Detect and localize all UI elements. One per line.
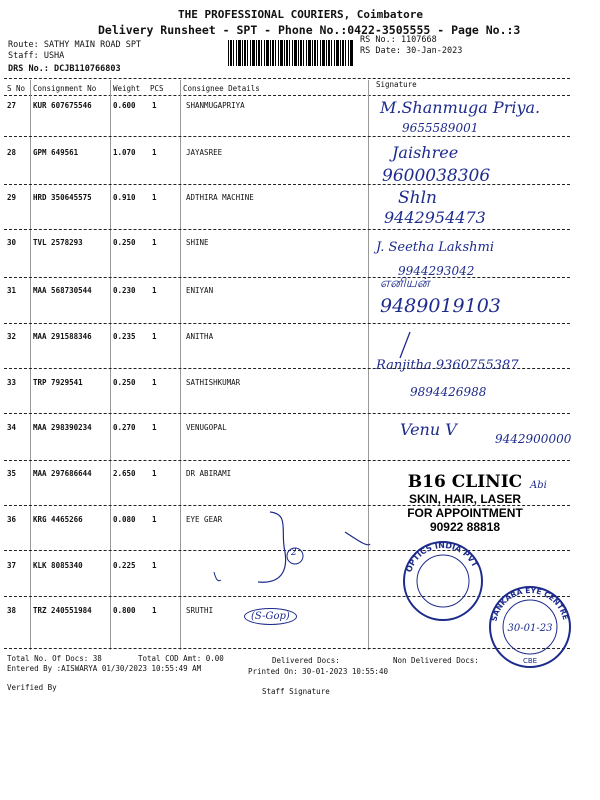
signature-r30-phone: 9944293042 bbox=[398, 264, 475, 278]
row-sno: 32 bbox=[7, 332, 17, 341]
row-weight: 0.600 bbox=[113, 101, 136, 110]
total-cod: Total COD Amt: 0.00 bbox=[138, 654, 224, 663]
col-weight: Weight bbox=[113, 84, 141, 93]
row-weight: 0.225 bbox=[113, 561, 136, 570]
col-divider bbox=[180, 80, 181, 650]
clinic-line2: SKIN, HAIR, LASER bbox=[408, 492, 521, 506]
svg-text:SANKARA EYE CENTRE bbox=[490, 586, 571, 622]
row-pcs: 1 bbox=[152, 469, 157, 478]
header-rule-bottom bbox=[4, 95, 570, 96]
row-consignee: ANITHA bbox=[186, 332, 214, 341]
header-rule-top bbox=[4, 78, 570, 79]
col-pcs: PCS bbox=[150, 84, 164, 93]
drs-number: DRS No.: DCJB110766803 bbox=[8, 64, 121, 74]
row-sno: 30 bbox=[7, 238, 17, 247]
row-sno: 29 bbox=[7, 193, 17, 202]
row-consignee: SHANMUGAPRIYA bbox=[186, 101, 245, 110]
row-weight: 0.080 bbox=[113, 515, 136, 524]
staff: Staff: USHA bbox=[8, 51, 65, 61]
signature-r33-phone: 9894426988 bbox=[410, 385, 487, 399]
row-consignee: SATHISHKUMAR bbox=[186, 378, 241, 387]
row-pcs: 1 bbox=[152, 423, 157, 432]
row-consignment: TVL 2578293 bbox=[33, 238, 83, 247]
row-sno: 36 bbox=[7, 515, 17, 524]
row-consignment: KUR 607675546 bbox=[33, 101, 92, 110]
clinic-phone: 90922 88818 bbox=[429, 520, 501, 534]
delivered-docs: Delivered Docs: bbox=[272, 656, 340, 665]
row-consignee: ENIYAN bbox=[186, 286, 214, 295]
row-divider bbox=[4, 648, 570, 649]
sankara-stamp-bottom: CBE bbox=[522, 657, 538, 665]
non-delivered-docs: Non Delivered Docs: bbox=[393, 656, 479, 665]
row-divider bbox=[4, 413, 570, 414]
row-consignment: MAA 291588346 bbox=[33, 332, 92, 341]
row-pcs: 1 bbox=[152, 286, 157, 295]
clinic-stamp bbox=[380, 472, 550, 534]
row-divider bbox=[4, 277, 570, 278]
row-pcs: 1 bbox=[152, 515, 157, 524]
sankara-stamp-date: 30-01-23 bbox=[507, 623, 553, 634]
signature-r34-name: Venu V bbox=[400, 420, 457, 439]
signature-r27-phone: 9655589001 bbox=[402, 121, 479, 135]
row-pcs: 1 bbox=[152, 101, 157, 110]
row-weight: 0.270 bbox=[113, 423, 136, 432]
row-pcs: 1 bbox=[152, 606, 157, 615]
signature-r35: Abi bbox=[530, 480, 547, 491]
svg-text:OPTICS INDIA PVT bbox=[404, 541, 479, 574]
row-sno: 31 bbox=[7, 286, 17, 295]
row-pcs: 1 bbox=[152, 561, 157, 570]
row-sno: 38 bbox=[7, 606, 17, 615]
signature-r31-phone: 9489019103 bbox=[380, 295, 501, 317]
row-sno: 27 bbox=[7, 101, 17, 110]
runsheet-title: Delivery Runsheet - SPT - Phone No.:0422-3505555 - Page No.:3 bbox=[98, 23, 521, 37]
verified-by: Verified By bbox=[7, 683, 57, 692]
clinic-name: B16 CLINIC bbox=[407, 472, 523, 492]
row-consignee: ADTHIRA MACHINE bbox=[186, 193, 254, 202]
col-divider bbox=[110, 80, 111, 650]
sankara-round-stamp bbox=[488, 585, 572, 669]
optics-round-stamp bbox=[402, 540, 484, 622]
col-consignment: Consignment No bbox=[33, 84, 97, 93]
row-weight: 0.800 bbox=[113, 606, 136, 615]
col-divider bbox=[30, 80, 31, 650]
row-pcs: 1 bbox=[152, 378, 157, 387]
row-sno: 28 bbox=[7, 148, 17, 157]
row-consignee: DR ABIRAMI bbox=[186, 469, 232, 478]
signature-r30-name: J. Seetha Lakshmi bbox=[376, 240, 495, 255]
row-consignee: SHINE bbox=[186, 238, 209, 247]
signature-r34-phone: 9442900000 bbox=[495, 432, 572, 446]
row-consignment: HRD 350645575 bbox=[33, 193, 92, 202]
signature-r27-name: M.Shanmuga Priya. bbox=[380, 98, 541, 117]
col-signature: Signature bbox=[376, 80, 417, 89]
entered-by: Entered By :AISWARYA 01/30/2023 10:55:49 AM bbox=[7, 664, 202, 673]
row-consignment: GPM 649561 bbox=[33, 148, 79, 157]
signature-r37-mark bbox=[212, 570, 224, 584]
signature-r31-name: எனியன் bbox=[380, 276, 430, 291]
sankara-stamp-top: SANKARA EYE CENTRE bbox=[489, 585, 571, 623]
row-pcs: 1 bbox=[152, 238, 157, 247]
row-divider bbox=[4, 460, 570, 461]
rs-number: RS No.: 1107668 bbox=[360, 35, 437, 45]
row-consignment: TRZ 240551984 bbox=[33, 606, 92, 615]
rs-date: RS Date: 30-Jan-2023 bbox=[360, 46, 463, 56]
signature-r29-name: Shln bbox=[398, 188, 437, 208]
signature-r36-number: 2 bbox=[291, 548, 297, 558]
barcode bbox=[228, 40, 354, 66]
signature-r29-phone: 9442954473 bbox=[384, 208, 486, 227]
staff-signature: Staff Signature bbox=[262, 687, 330, 696]
row-consignment: KLK 8085340 bbox=[33, 561, 83, 570]
route: Route: SATHY MAIN ROAD SPT bbox=[8, 40, 142, 50]
row-pcs: 1 bbox=[152, 148, 157, 157]
row-consignment: MAA 568730544 bbox=[33, 286, 92, 295]
company-title: THE PROFESSIONAL COURIERS, Coimbatore bbox=[178, 8, 424, 21]
printed-on: Printed On: 30-01-2023 10:55:40 bbox=[248, 667, 388, 676]
row-consignment: MAA 297686644 bbox=[33, 469, 92, 478]
signature-r36-scribble bbox=[250, 512, 370, 602]
row-consignee: JAYASREE bbox=[186, 148, 223, 157]
row-consignment: TRP 7929541 bbox=[33, 378, 83, 387]
row-pcs: 1 bbox=[152, 193, 157, 202]
row-consignee: EYE GEAR bbox=[186, 515, 223, 524]
row-divider bbox=[4, 136, 570, 137]
row-sno: 37 bbox=[7, 561, 17, 570]
row-consignment: MAA 298390234 bbox=[33, 423, 92, 432]
signature-r38: (S-Gop) bbox=[244, 608, 297, 625]
row-weight: 0.230 bbox=[113, 286, 136, 295]
row-weight: 0.250 bbox=[113, 238, 136, 247]
signature-r33-name: Ranjitha 9360755387 bbox=[376, 358, 519, 373]
row-divider bbox=[4, 323, 570, 324]
row-weight: 2.650 bbox=[113, 469, 136, 478]
signature-r28-phone: 9600038306 bbox=[382, 166, 491, 186]
row-weight: 0.910 bbox=[113, 193, 136, 202]
row-consignee: SRUTHI bbox=[186, 606, 214, 615]
row-sno: 33 bbox=[7, 378, 17, 387]
row-weight: 0.235 bbox=[113, 332, 136, 341]
col-sno: S No bbox=[7, 84, 26, 93]
row-weight: 0.250 bbox=[113, 378, 136, 387]
signature-r32-mark bbox=[398, 330, 418, 360]
row-consignment: KRG 4465266 bbox=[33, 515, 83, 524]
row-weight: 1.070 bbox=[113, 148, 136, 157]
optics-stamp-text: OPTICS INDIA PVT bbox=[404, 540, 480, 574]
clinic-line3: FOR APPOINTMENT bbox=[407, 506, 523, 520]
row-sno: 35 bbox=[7, 469, 17, 478]
total-docs: Total No. Of Docs: 38 bbox=[7, 654, 102, 663]
col-consignee: Consignee Details bbox=[183, 84, 260, 93]
row-sno: 34 bbox=[7, 423, 17, 432]
row-pcs: 1 bbox=[152, 332, 157, 341]
row-divider bbox=[4, 229, 570, 230]
signature-r28-name: Jaishree bbox=[392, 143, 459, 162]
row-consignee: VENUGOPAL bbox=[186, 423, 227, 432]
